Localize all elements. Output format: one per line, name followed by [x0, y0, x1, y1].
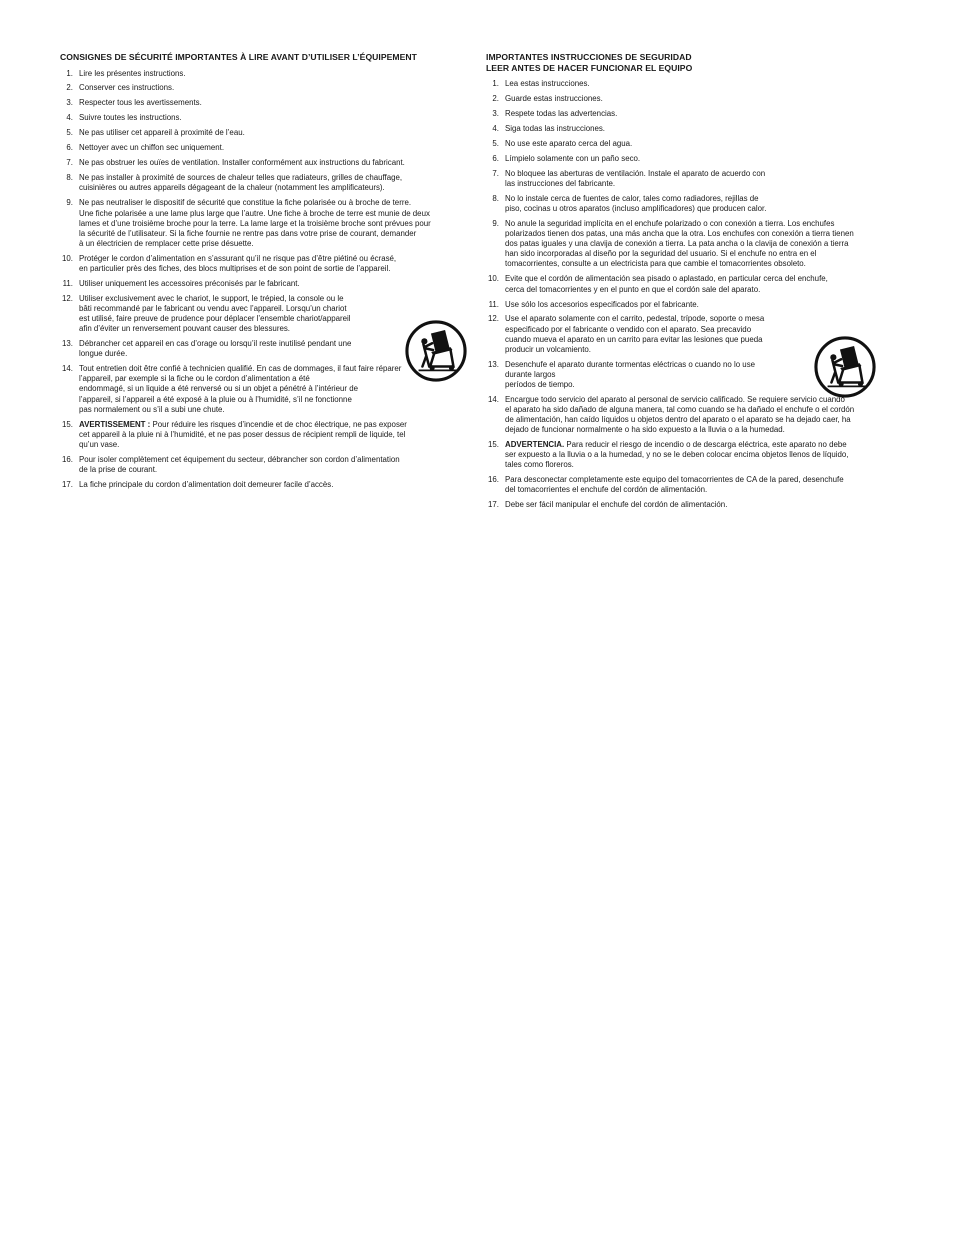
item-number: 10. — [488, 274, 499, 284]
item-number: 7. — [492, 168, 499, 178]
item-text-line: tomacorrientes, consulte a un electricista para que cambie el tomacorrientes obsoleto. — [505, 259, 806, 269]
item-text-line: Guarde estas instrucciones. — [505, 93, 603, 103]
item-text-line: Débrancher cet appareil en cas d’orage ou lorsqu’il reste inutilisé pendant une — [79, 339, 352, 349]
item-text-line: Lire les présentes instructions. — [79, 68, 186, 78]
item-text-line: Ne pas installer à proximité de sources de chaleur telles que radiateurs, grilles de chauffage, — [79, 173, 403, 183]
item-text-line: períodos de tiempo. — [505, 379, 575, 389]
safety-item — [60, 98, 470, 108]
safety-item — [486, 139, 890, 149]
item-text-line: qu’un vase. — [79, 439, 120, 449]
item-text-line: cuando mueva el aparato en un carrito para evitar las lesiones que pueda — [505, 334, 763, 344]
item-number: 3. — [492, 108, 499, 118]
item-number: 17. — [62, 479, 73, 489]
safety-item — [60, 279, 470, 289]
item-text-line: tales como floreros. — [505, 460, 574, 470]
item-text-line: Encargue todo servicio del aparato al personal de servicio calificado. Se requiere servicio cuando — [505, 394, 845, 404]
safety-item — [60, 173, 470, 193]
item-text-line: ser expuesto a la lluvia o a la humedad, y no se le deben colocar encima objetos llenos de líquido, — [505, 450, 849, 460]
item-text-line: l’appareil, si l’appareil a été exposé à la pluie ou à l’humidité, s’il ne fonctionne — [79, 394, 352, 404]
item-text-line: el aparato ha sido dañado de alguna manera, tal como cuando se ha dañado el enchufe o el cordón — [505, 405, 855, 415]
item-number: 12. — [488, 314, 499, 324]
item-text-line: Nettoyer avec un chiffon sec uniquement. — [79, 143, 225, 153]
item-text-line: l’appareil, par exemple si la fiche ou le cordon d’alimentation a été — [79, 374, 310, 384]
item-text-line: No anule la seguridad implícita en el enchufe polarizado o con conexión a tierra. Los enchufes — [505, 219, 835, 229]
item-number: 14. — [488, 394, 499, 404]
item-text-line: de alimentación, han caído líquidos u objetos dentro del aparato o el aparato se ha dejado caer, ha — [505, 415, 851, 425]
cart-tip-over-warning-icon — [405, 320, 467, 382]
item-text-line: à un électricien de remplacer cette prise désuette. — [79, 238, 254, 248]
item-text-line: han sido incorporadas al diseño por la seguridad del usuario. Si el enchufe no entra en el — [505, 249, 817, 259]
safety-item — [486, 94, 890, 104]
item-number: 1. — [66, 68, 73, 78]
item-text: Pour réduire les risques d’incendie et de choc électrique, ne pas exposer — [150, 419, 407, 429]
french-safety-column — [60, 52, 470, 495]
item-text-line: la sécurité de l’utilisateur. Si la fiche fournie ne rentre pas dans votre prise de courant, demander — [79, 228, 417, 238]
item-number: 10. — [62, 253, 73, 263]
item-text-line: en particulier près des fiches, des blocs multiprises et de son point de sortie de l’appareil. — [79, 263, 391, 273]
item-text-line: Use sólo los accesorios especificados por el fabricante. — [505, 299, 699, 309]
item-text-line: Evite que el cordón de alimentación sea pisado o aplastado, en particular cerca del enchufe, — [505, 274, 828, 284]
item-number: 5. — [66, 128, 73, 138]
item-text-line: Tout entretien doit être confié à technicien qualifié. En cas de dommages, il faut faire réparer — [79, 364, 402, 374]
item-text-line: Debe ser fácil manipular el enchufe del cordón de alimentación. — [505, 500, 728, 510]
item-text-line: especificado por el fabricante o vendido con el aparato. Sea precavido — [505, 324, 752, 334]
item-text-line: Une fiche polarisée a une lame plus large que l’autre. Une fiche à broche de terre est munie de deux — [79, 208, 430, 218]
item-number: 16. — [488, 475, 499, 485]
item-number: 6. — [66, 143, 73, 153]
french-safety-list — [60, 69, 470, 490]
heading-line: LEER ANTES DE HACER FUNCIONAR EL EQUIPO — [486, 62, 693, 73]
spanish-safety-list — [486, 79, 890, 511]
item-text-line — [79, 420, 470, 430]
item-text-line: Respecter tous les avertissements. — [79, 98, 202, 108]
safety-item — [486, 440, 890, 470]
french-safety-heading — [60, 52, 470, 63]
item-number: 1. — [492, 79, 499, 88]
item-number: 17. — [488, 500, 499, 510]
safety-item — [486, 124, 890, 134]
safety-item — [60, 254, 470, 274]
safety-item — [60, 480, 470, 490]
safety-item — [60, 420, 470, 450]
item-text-line: las instrucciones del fabricante. — [505, 179, 616, 188]
item-text-line: Respete todas las advertencias. — [505, 108, 618, 118]
item-text-line: dos patas iguales y una clavija de conexión a tierra. La pata ancha o la clavija de conexión a tierra — [505, 239, 849, 249]
item-text-line: lames et d’une troisième broche pour la terre. La lame large et la troisième broche sont prévues pour — [79, 218, 431, 228]
heading-line: CONSIGNES DE SÉCURITÉ IMPORTANTES À LIRE AVANT D’UTILISER L’ÉQUIPEMENT — [60, 52, 417, 62]
safety-item — [60, 198, 470, 248]
safety-item — [486, 475, 890, 495]
item-text-line: longue durée. — [79, 349, 128, 359]
item-number: 3. — [66, 98, 73, 108]
item-text-line: durante largos — [505, 369, 556, 379]
heading-line: IMPORTANTES INSTRUCCIONES DE SEGURIDAD — [486, 52, 692, 62]
safety-item — [60, 158, 470, 168]
item-number: 2. — [66, 83, 73, 93]
safety-item — [486, 169, 890, 189]
item-text-line: cuisinières ou autres appareils dégageant de la chaleur (notamment les amplificateurs). — [79, 183, 385, 193]
spanish-safety-heading — [486, 52, 890, 73]
safety-item — [486, 219, 890, 269]
item-text-line: est utilisé, faire preuve de prudence pour déplacer l’ensemble chariot/appareil — [79, 314, 351, 324]
item-text-line: Límpielo solamente con un paño seco. — [505, 153, 641, 163]
item-number: 15. — [488, 440, 499, 450]
safety-item — [60, 113, 470, 123]
item-text-line: piso, cocinas u otros aparatos (incluso amplificadores) que producen calor. — [505, 204, 767, 214]
safety-item — [60, 83, 470, 93]
item-text-line: afin d’éviter un renversement pouvant causer des blessures. — [79, 324, 290, 334]
safety-item — [486, 500, 890, 510]
item-text-line: de la prise de courant. — [79, 464, 158, 474]
item-text-line: Ne pas neutraliser le dispositif de sécurité que constitue la fiche polarisée ou à broche de terre. — [79, 198, 412, 208]
item-number: 8. — [492, 193, 499, 203]
safety-item — [486, 109, 890, 119]
item-text-line: bâti recommandé par le fabricant ou vendu avec l’appareil. Lorsqu’un chariot — [79, 303, 347, 313]
item-number: 2. — [492, 93, 499, 103]
spanish-safety-column — [486, 52, 890, 515]
safety-item — [60, 143, 470, 153]
item-warning-label: ADVERTENCIA. — [505, 440, 565, 450]
item-number: 11. — [62, 278, 73, 288]
item-number: 12. — [62, 293, 73, 303]
item-number: 9. — [66, 198, 73, 208]
item-number: 6. — [492, 153, 499, 163]
item-text-line: Ne pas obstruer les ouïes de ventilation. Installer conformément aux instructions du fabricant. — [79, 158, 405, 168]
item-text-line — [505, 440, 890, 450]
item-text-line: Utiliser exclusivement avec le chariot, le support, le trépied, la console ou le — [79, 293, 344, 303]
safety-item — [486, 274, 890, 294]
item-text-line: Lea estas instrucciones. — [505, 79, 590, 88]
item-text-line: Pour isoler complètement cet équipement du secteur, débrancher son cordon d’alimentation — [79, 454, 400, 464]
item-text-line: Suivre toutes les instructions. — [79, 113, 182, 123]
item-text-line: pas normalement ou s’il a subi une chute. — [79, 404, 225, 414]
item-number: 4. — [66, 113, 73, 123]
item-number: 4. — [492, 123, 499, 133]
safety-item — [486, 194, 890, 214]
safety-item — [60, 128, 470, 138]
item-text-line: Siga todas las instrucciones. — [505, 123, 606, 133]
item-number: 5. — [492, 138, 499, 148]
item-text-line: endommagé, si un liquide a été renversé ou si un objet a pénétré à l’intérieur de — [79, 384, 358, 394]
safety-item — [486, 300, 890, 310]
item-text-line: No bloquee las aberturas de ventilación. Instale el aparato de acuerdo con — [505, 168, 766, 178]
item-text-line: Conserver ces instructions. — [79, 83, 175, 93]
item-warning-label: AVERTISSEMENT : — [79, 419, 151, 429]
item-text-line: Protéger le cordon d’alimentation en s’assurant qu’il ne risque pas d’être piétiné ou écrasé, — [79, 253, 397, 263]
item-text-line: No use este aparato cerca del agua. — [505, 138, 633, 148]
safety-item — [486, 79, 890, 89]
item-text-line: cerca del tomacorrientes y en el punto en que el cordón sale del aparato. — [505, 284, 761, 294]
item-number: 8. — [66, 173, 73, 183]
item-text-line: Para desconectar completamente este equipo del tomacorrientes de CA de la pared, desenchufe — [505, 475, 844, 485]
item-number: 16. — [62, 454, 73, 464]
item-number: 13. — [488, 359, 499, 369]
item-text-line: producir un volcamiento. — [505, 344, 591, 354]
item-number: 14. — [62, 364, 73, 374]
safety-item — [486, 395, 890, 435]
item-text-line: Utiliser uniquement les accessoires préconisés par le fabricant. — [79, 278, 300, 288]
item-text-line: cet appareil à la pluie ni à l’humidité, et ne pas poser dessus de récipient rempli de liquide, tel — [79, 429, 406, 439]
item-text-line: No lo instale cerca de fuentes de calor, tales como radiadores, rejillas de — [505, 193, 759, 203]
item-text-line: La fiche principale du cordon d’alimentation doit demeurer facile d’accès. — [79, 479, 334, 489]
safety-item — [60, 455, 470, 475]
safety-item — [486, 154, 890, 164]
item-number: 9. — [492, 219, 499, 229]
item-text: Para reducir el riesgo de incendio o de descarga eléctrica, este aparato no debe — [564, 440, 847, 450]
item-text-line: Desenchufe el aparato durante tormentas eléctricas o cuando no lo use — [505, 359, 756, 369]
cart-tip-over-warning-icon — [814, 336, 876, 398]
safety-item — [60, 69, 470, 79]
item-text-line: Ne pas utiliser cet appareil à proximité de l’eau. — [79, 128, 245, 138]
item-number: 7. — [66, 158, 73, 168]
item-number: 11. — [488, 299, 499, 309]
item-text-line: del tomacorrientes el enchufe del cordón de alimentación. — [505, 485, 708, 495]
item-text-line: Use el aparato solamente con el carrito, pedestal, trípode, soporte o mesa — [505, 314, 765, 324]
item-text-line: dejado de funcionar normalmente o ha sido expuesto a la lluvia o a la humedad. — [505, 425, 785, 435]
item-number: 15. — [62, 419, 73, 429]
item-text-line: polarizados tienen dos patas, una más ancha que la otra. Los enchufes con conexión a tierra tienen — [505, 229, 854, 239]
item-number: 13. — [62, 339, 73, 349]
